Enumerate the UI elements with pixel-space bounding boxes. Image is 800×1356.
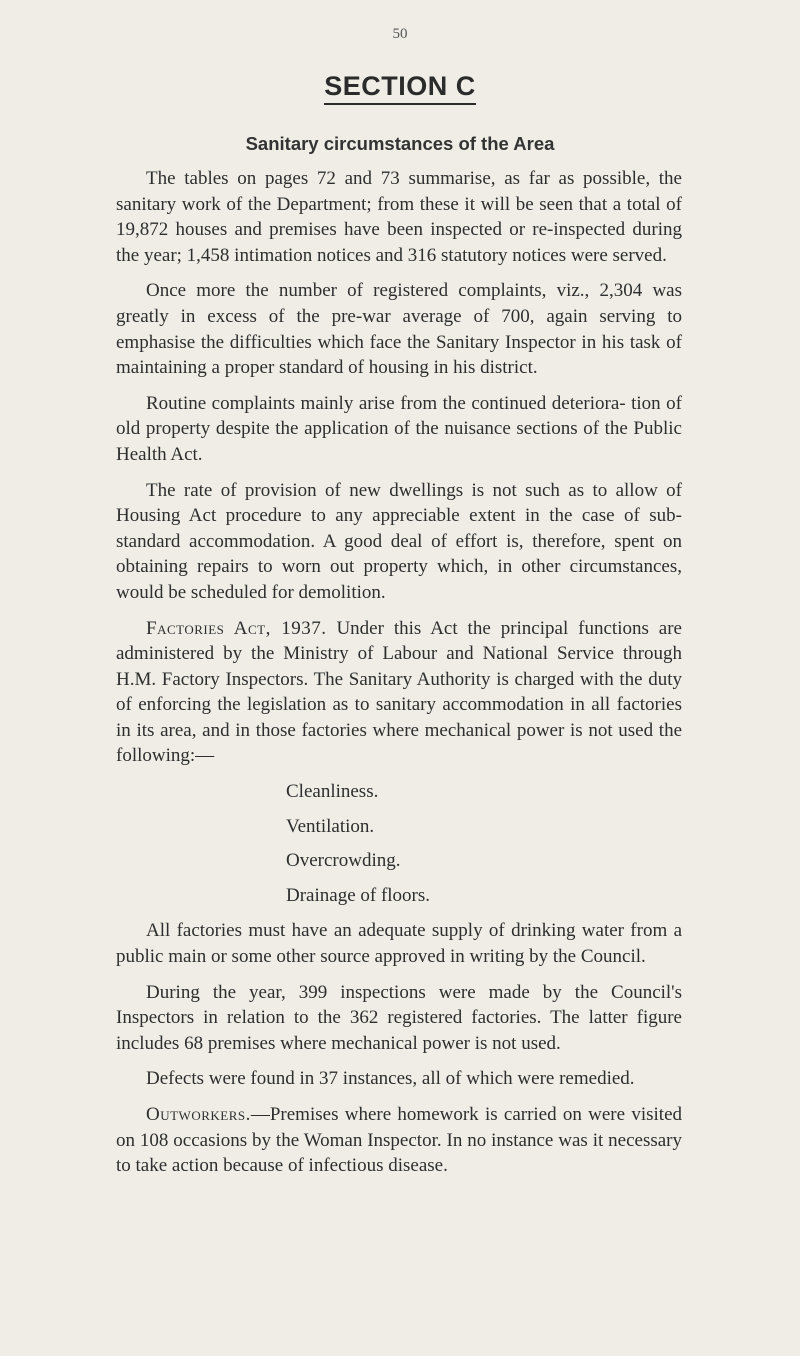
paragraph-factories-act [116, 616, 682, 770]
factories-act-heading: Factories Act, 1937. [146, 617, 327, 639]
paragraph-complaints: Once more the number of registered complaints, viz., 2,304 was greatly in excess of the pre-war average of 700, again serving to emphasise the difficulties which face the Sanitary Inspector in his task of maintaining a proper standard of housing in his district. [116, 280, 682, 379]
paragraph-routine-complaints: Routine complaints mainly arise from the continued deteriora- tion of old property despite the application of the nuisance sections of the Public Health Act. [116, 392, 682, 465]
paragraph-new-dwellings: The rate of provision of new dwellings is not such as to allow of Housing Act procedure to any appreciable extent in the case of sub-standard accommodation. A good deal of effort is, therefore, spent on obtaining repairs to worn out property which, in other circumstances, would be scheduled for demolition. [116, 479, 682, 603]
outworkers-body: —Premises where homework is carried on were visited on 108 occasions by the Woman Inspector. In no instance was it necessary to take action because of infectious disease. [116, 1104, 682, 1177]
list-item: Drainage of floors. [286, 884, 431, 906]
body-text [116, 166, 682, 1189]
factories-act-body: Under this Act the principal functions are administered by the Ministry of Labour and National Service through H.M. Factory Inspectors. The Sanitary Authority is charged with the duty of enforcing the legislation as to sanitary accommodation in all factories in its area, and in those factories where mechanical power is not used the following:— [116, 617, 682, 767]
list-item: Cleanliness. [286, 781, 379, 803]
section-title: SECTION C [324, 72, 476, 105]
paragraph-defects: Defects were found in 37 instances, all of which were remedied. [146, 1068, 635, 1090]
subheading: Sanitary circumstances of the Area [245, 133, 555, 154]
page-number: 50 [392, 26, 408, 42]
list-item: Overcrowding. [286, 850, 401, 872]
paragraph-factory-inspections: During the year, 399 inspections were made by the Council's Inspectors in relation to the 362 registered factories. The latter figure includes 68 premises where mechanical power is not used. [116, 981, 682, 1054]
section-heading [0, 72, 800, 105]
list-item: Ventilation. [286, 815, 375, 837]
requirements-list [116, 779, 682, 908]
outworkers-heading: Outworkers. [146, 1104, 251, 1125]
paragraph-outworkers [116, 1102, 682, 1179]
paragraph-drinking-water: All factories must have an adequate supply of drinking water from a public main or some other source approved in writing by the Council. [116, 920, 682, 968]
paragraph-inspections: The tables on pages 72 and 73 summarise, as far as possible, the sanitary work of the Department; from these it will be seen that a total of 19,872 houses and premises have been inspected or re-inspected during the year; 1,458 intimation notices and 316 statutory notices were served. [116, 168, 682, 266]
